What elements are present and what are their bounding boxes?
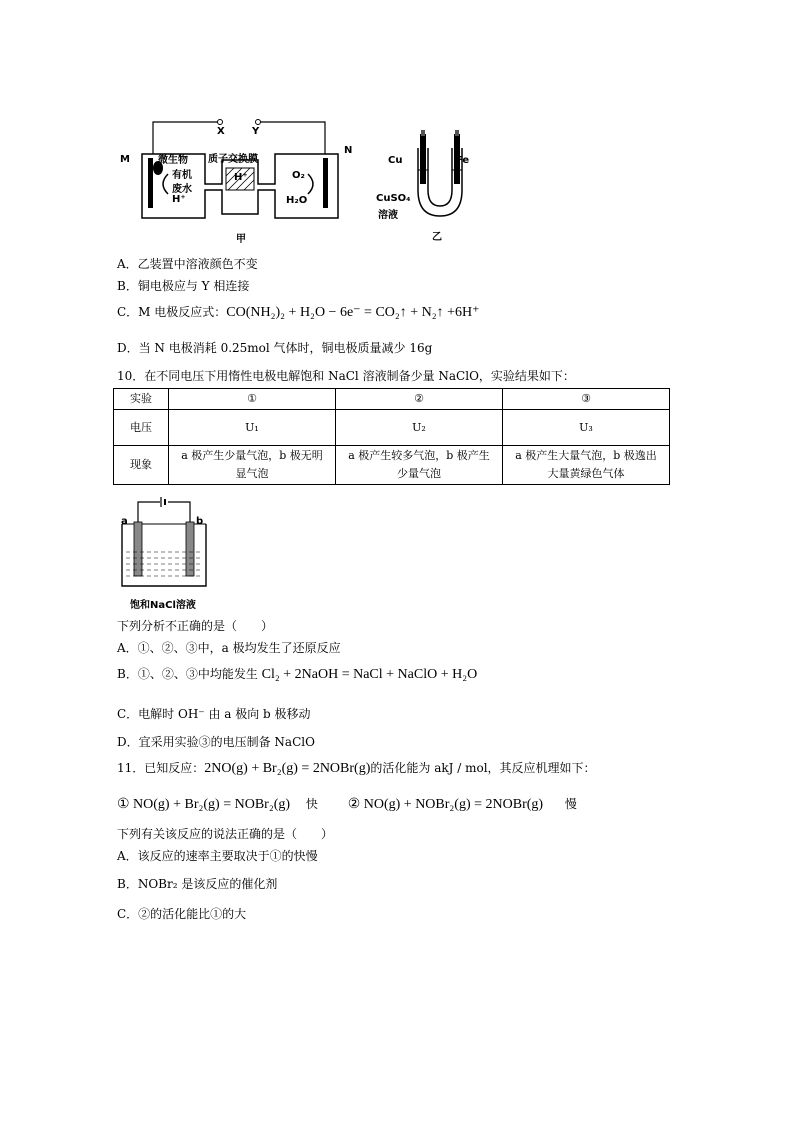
label-n: N bbox=[344, 145, 353, 156]
phenomenon-2-line-2: 少量气泡 bbox=[397, 467, 441, 480]
electrolysis-diagram bbox=[118, 494, 210, 592]
q10-option-d: D．宜采用实验③的电压制备 NaClO bbox=[117, 735, 315, 749]
phenomenon-1-line-1: a 极产生少量气泡，b 极无明 bbox=[181, 449, 323, 462]
phenomenon-2-line-1: a 极产生较多气泡，b 极产生 bbox=[348, 449, 490, 462]
phenomenon-3-line-2: 大量黄绿色气体 bbox=[547, 467, 625, 480]
table-row bbox=[114, 410, 670, 446]
voltage-1: U₁ bbox=[169, 410, 336, 446]
row-header-phenomenon: 现象 bbox=[114, 446, 169, 485]
label-x: X bbox=[217, 126, 225, 137]
voltage-3: U₃ bbox=[503, 410, 670, 446]
label-organic: 有机 bbox=[172, 170, 192, 181]
phenomenon-3 bbox=[503, 446, 670, 485]
q11-question: 下列有关该反应的说法正确的是（ ） bbox=[117, 827, 334, 841]
q9-option-b: B．铜电极应与 Y 相连接 bbox=[117, 279, 250, 293]
label-fe: Fe bbox=[456, 155, 470, 166]
q9-option-c-prefix: C．M 电极反应式： bbox=[117, 305, 227, 319]
voltage-2: U₂ bbox=[336, 410, 503, 446]
experiment-3: ③ bbox=[503, 389, 670, 410]
q10-option-c: C．电解时 OH⁻ 由 a 极向 b 极移动 bbox=[117, 707, 311, 721]
q10-option-b bbox=[117, 666, 477, 683]
q9-option-c-equation: CO(NH₂)₂ + H₂O − 6e⁻ = CO₂↑ + N₂↑ +6H⁺ bbox=[226, 305, 480, 320]
q11-stem-prefix: 11．已知反应： bbox=[117, 761, 205, 775]
q11-option-b: B．NOBr₂ 是该反应的催化剂 bbox=[117, 877, 278, 891]
q11-step-2-speed: 慢 bbox=[564, 797, 577, 811]
experiment-table bbox=[113, 388, 670, 485]
label-wastewater: 废水 bbox=[172, 184, 192, 195]
q11-stem-suffix: 的活化能为 akJ / mol，其反应机理如下： bbox=[370, 761, 596, 775]
label-microbe: 微生物 bbox=[158, 155, 188, 166]
row-header-experiment: 实验 bbox=[114, 389, 169, 410]
q11-stem bbox=[117, 760, 596, 777]
caption-yi: 乙 bbox=[432, 232, 442, 243]
experiment-1: ① bbox=[169, 389, 336, 410]
label-h-plus-left: H⁺ bbox=[172, 194, 186, 205]
phenomenon-1-line-2: 显气泡 bbox=[235, 467, 269, 480]
label-cuso4: CuSO₄ bbox=[376, 193, 411, 204]
q11-option-a: A．该反应的速率主要取决于①的快慢 bbox=[117, 849, 318, 863]
phenomenon-1 bbox=[169, 446, 336, 485]
q9-option-d: D．当 N 电极消耗 0.25mol 气体时，铜电极质量减少 16g bbox=[117, 341, 433, 355]
label-m: M bbox=[120, 154, 130, 165]
q11-step-1: ① NO(g) + Br₂(g) = NOBr₂(g) bbox=[117, 797, 291, 812]
q11-stem-equation: 2NO(g) + Br₂(g) = 2NOBr(g) bbox=[204, 761, 371, 776]
row-header-voltage: 电压 bbox=[114, 410, 169, 446]
electrolysis-caption: 饱和NaCl溶液 bbox=[130, 600, 196, 611]
electrode-b-label: b bbox=[196, 516, 204, 527]
phenomenon-3-line-1: a 极产生大量气泡，b 极逸出 bbox=[515, 449, 657, 462]
q11-mechanism bbox=[117, 796, 577, 813]
label-y: Y bbox=[252, 126, 260, 137]
label-h2o: H₂O bbox=[286, 195, 308, 206]
q10-option-b-prefix: B．①、②、③中均能发生 bbox=[117, 667, 258, 681]
label-membrane: 质子交换膜 bbox=[208, 154, 258, 165]
experiment-2: ② bbox=[336, 389, 503, 410]
table-row bbox=[114, 446, 670, 485]
q10-option-a: A．①、②、③中，a 极均发生了还原反应 bbox=[117, 641, 341, 655]
q9-option-c bbox=[117, 304, 480, 321]
u-tube-diagram bbox=[410, 130, 470, 225]
q11-step-2: ② NO(g) + NOBr₂(g) = 2NOBr(g) bbox=[347, 797, 544, 812]
q10-stem: 10．在不同电压下用惰性电极电解饱和 NaCl 溶液制备少量 NaClO，实验结果如下： bbox=[117, 369, 575, 383]
label-cu: Cu bbox=[388, 155, 403, 166]
phenomenon-2 bbox=[336, 446, 503, 485]
label-h-plus-membrane: H⁺ bbox=[234, 172, 248, 183]
q10-option-b-equation: Cl₂ + 2NaOH = NaCl + NaClO + H₂O bbox=[261, 667, 478, 682]
q10-question: 下列分析不正确的是（ ） bbox=[117, 619, 274, 633]
table-row bbox=[114, 389, 670, 410]
electrode-a-label: a bbox=[121, 516, 128, 527]
q9-option-a: A．乙装置中溶液颜色不变 bbox=[117, 257, 258, 271]
q11-step-1-speed: 快 bbox=[305, 797, 318, 811]
q11-option-c: C．②的活化能比①的大 bbox=[117, 907, 247, 921]
label-solution: 溶液 bbox=[378, 210, 398, 221]
label-o2: O₂ bbox=[292, 170, 305, 181]
caption-jia: 甲 bbox=[236, 234, 246, 245]
